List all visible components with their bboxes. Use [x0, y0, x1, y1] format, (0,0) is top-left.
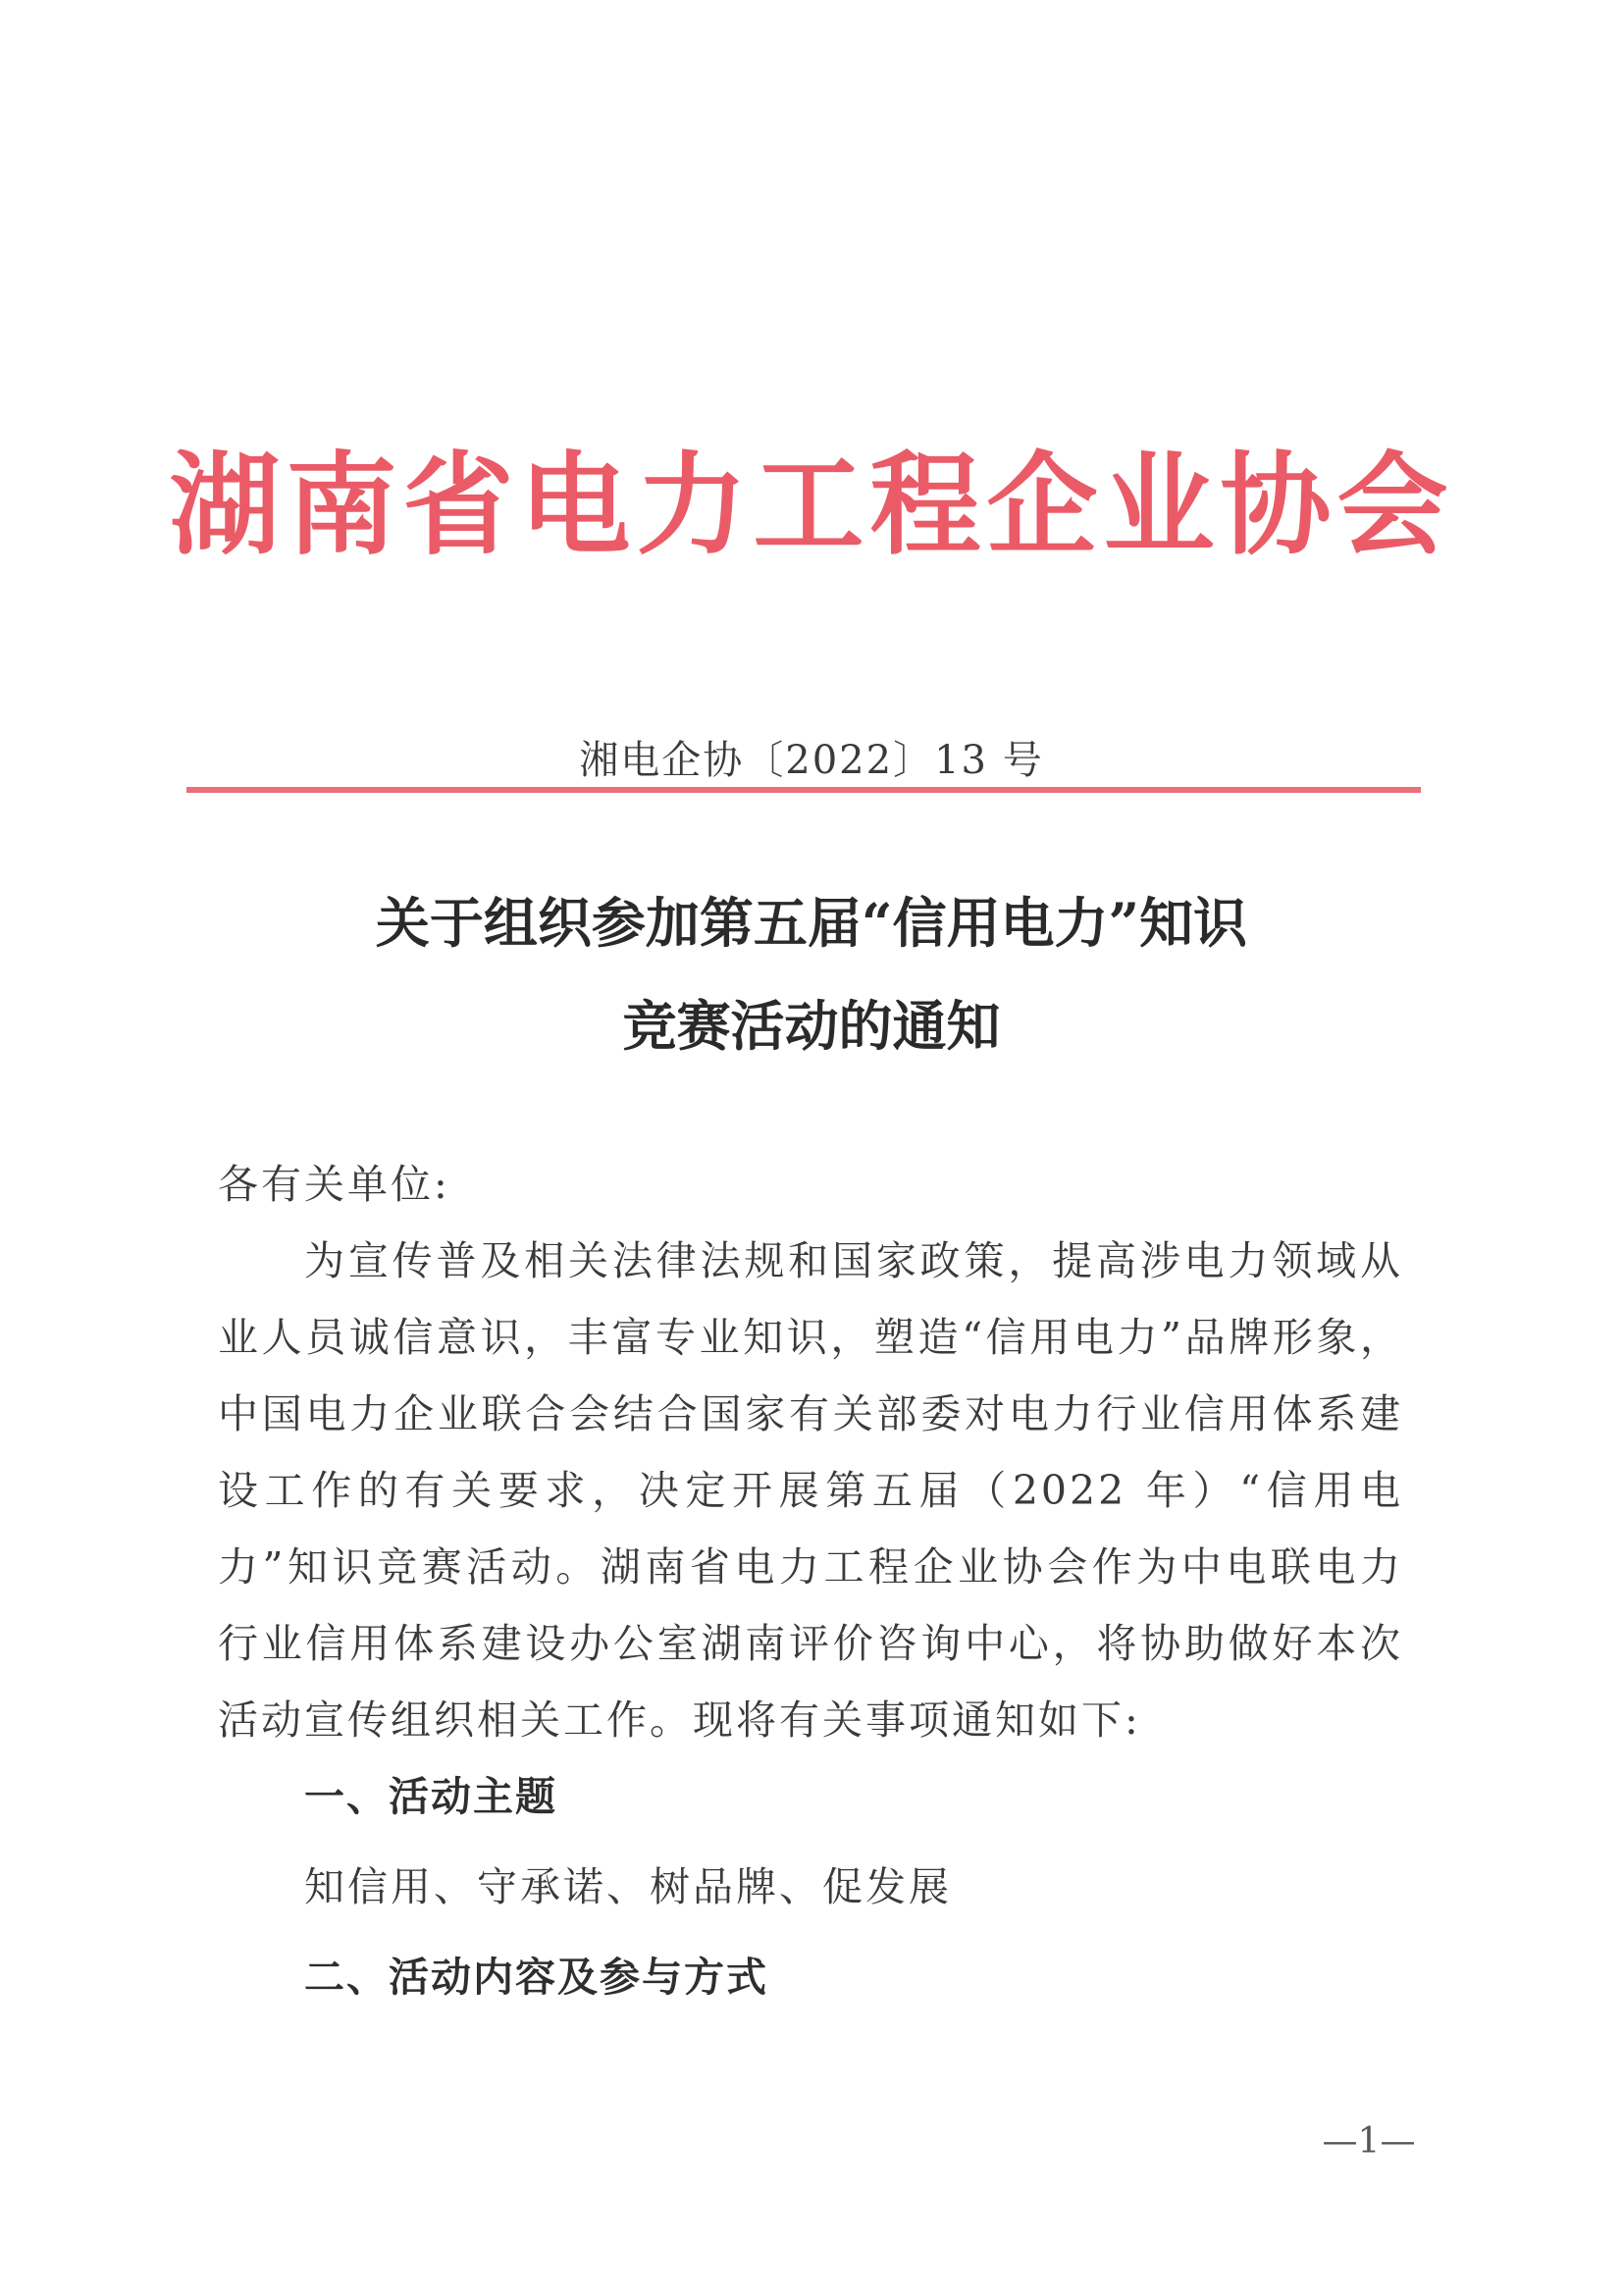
salutation: 各有关单位:	[218, 1161, 450, 1208]
section-1-text: 知信用、守承诺、树品牌、促发展	[304, 1863, 952, 1910]
page-number: —1—	[1322, 2121, 1416, 2162]
document-number: 湘电企协〔2022〕13 号	[579, 738, 1044, 783]
intro-paragraph: 为宣传普及相关法律法规和国家政策，提高涉电力领域从业人员诚信意识，丰富专业知识，塑造“信用电力”品牌形象，中国电力企业联合会结合国家有关部委对电力行业信用体系建设工作的有关要求，决定开展第五届（2022 年）“信用电力”知识竞赛活动。湖南省电力工程企业协会作为中电联电力行业信用体系建设办公室湖南评价咨询中心，将协助做好本次活动宣传组织相关工作。现将有关事项通知如下:	[218, 1237, 1403, 1744]
letterhead-org-name: 湖南省电力工程企业协会	[169, 440, 1454, 570]
notice-title	[0, 871, 1623, 1077]
section-1-heading: 一、活动主题	[304, 1773, 557, 1820]
notice-body	[218, 1146, 1403, 2015]
section-2-heading: 二、活动内容及参与方式	[304, 1954, 768, 2001]
notice-title-line-2: 竞赛活动的通知	[622, 994, 1001, 1058]
notice-title-line-1: 关于组织参加第五届“信用电力”知识	[375, 891, 1248, 955]
letterhead-red-rule	[186, 787, 1421, 793]
